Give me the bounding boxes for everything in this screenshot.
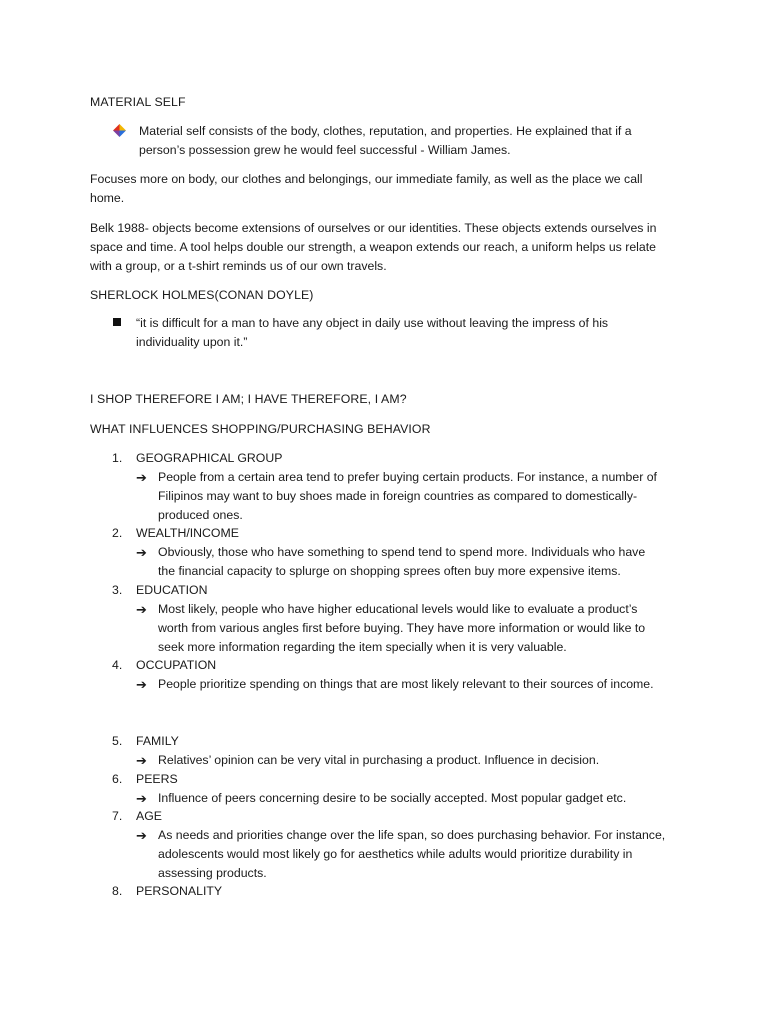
list-item-text: seek more information regarding the item specially when it is very valuable.: [158, 640, 567, 654]
list-item-text: As needs and priorities change over the life span, so does purchasing behavior. For instance,: [158, 828, 666, 842]
list-item-title: EDUCATION: [136, 583, 208, 597]
arrow-right-icon: ➔: [136, 828, 147, 843]
list-item-text: People from a certain area tend to prefer buying certain products. For instance, a number of: [158, 470, 657, 484]
list-item-text: assessing products.: [158, 866, 267, 880]
arrow-right-icon: ➔: [136, 602, 147, 617]
list-number: 6.: [112, 772, 123, 786]
list-item-text: Filipinos may want to buy shoes made in foreign countries as compared to domestically-: [158, 489, 638, 503]
sherlock-quote-line-2: individuality upon it.”: [136, 335, 248, 349]
list-item-title: PERSONALITY: [136, 884, 223, 898]
list-item-text: Most likely, people who have higher educational levels would like to evaluate a product’s: [158, 602, 638, 616]
list-number: 7.: [112, 809, 123, 823]
list-number: 4.: [112, 658, 123, 672]
arrow-right-icon: ➔: [136, 545, 147, 560]
list-number: 8.: [112, 884, 123, 898]
list-item-text: Relatives’ opinion can be very vital in purchasing a product. Influence in decision.: [158, 753, 600, 767]
list-item-title: GEOGRAPHICAL GROUP: [136, 451, 283, 465]
list-item-text: People prioritize spending on things that are most likely relevant to their sources of income.: [158, 677, 654, 691]
list-item-text: adolescents would most likely go for aesthetics while adults would prioritize durability in: [158, 847, 633, 861]
list-item-text: produced ones.: [158, 508, 243, 522]
paragraph-focuses-line-1: Focuses more on body, our clothes and belongings, our immediate family, as well as the place we call: [90, 172, 643, 186]
paragraph-belk-line-3: with a group, or a t-shirt reminds us of our own travels.: [90, 259, 387, 273]
list-number: 2.: [112, 526, 123, 540]
list-item-title: WEALTH/INCOME: [136, 526, 239, 540]
material-self-bullet-line-1: Material self consists of the body, clothes, reputation, and properties. He explained that if a: [139, 124, 632, 138]
paragraph-belk-line-1: Belk 1988- objects become extensions of ourselves or our identities. These objects extends ourselves in: [90, 221, 657, 235]
list-item-text: the financial capacity to splurge on shopping sprees often buy more expensive items.: [158, 564, 621, 578]
diamond-bullet-icon: [113, 124, 126, 137]
list-item-title: PEERS: [136, 772, 178, 786]
paragraph-belk-line-2: space and time. A tool helps double our strength, a weapon extends our reach, a uniform helps us relate: [90, 240, 657, 254]
influences-heading: WHAT INFLUENCES SHOPPING/PURCHASING BEHAVIOR: [90, 422, 431, 436]
paragraph-focuses-line-2: home.: [90, 191, 125, 205]
shop-heading: I SHOP THEREFORE I AM; I HAVE THEREFORE, I AM?: [90, 392, 407, 406]
material-self-bullet-line-2: person’s possession grew he would feel successful - William James.: [139, 143, 511, 157]
list-item-title: OCCUPATION: [136, 658, 217, 672]
list-number: 1.: [112, 451, 123, 465]
list-item-title: AGE: [136, 809, 162, 823]
list-number: 3.: [112, 583, 123, 597]
arrow-right-icon: ➔: [136, 470, 147, 485]
list-item-text: Obviously, those who have something to spend tend to spend more. Individuals who have: [158, 545, 646, 559]
list-item-title: FAMILY: [136, 734, 179, 748]
sherlock-heading: SHERLOCK HOLMES(CONAN DOYLE): [90, 288, 314, 302]
list-item-text: worth from various angles first before buying. They have more information or would like to: [158, 621, 646, 635]
arrow-right-icon: ➔: [136, 753, 147, 768]
list-number: 5.: [112, 734, 123, 748]
sherlock-quote-line-1: “it is difficult for a man to have any object in daily use without leaving the impress of his: [136, 316, 609, 330]
material-self-heading: MATERIAL SELF: [90, 95, 186, 109]
list-item-text: Influence of peers concerning desire to be socially accepted. Most popular gadget etc.: [158, 791, 627, 805]
square-bullet-icon: [113, 318, 121, 326]
arrow-right-icon: ➔: [136, 791, 147, 806]
arrow-right-icon: ➔: [136, 677, 147, 692]
